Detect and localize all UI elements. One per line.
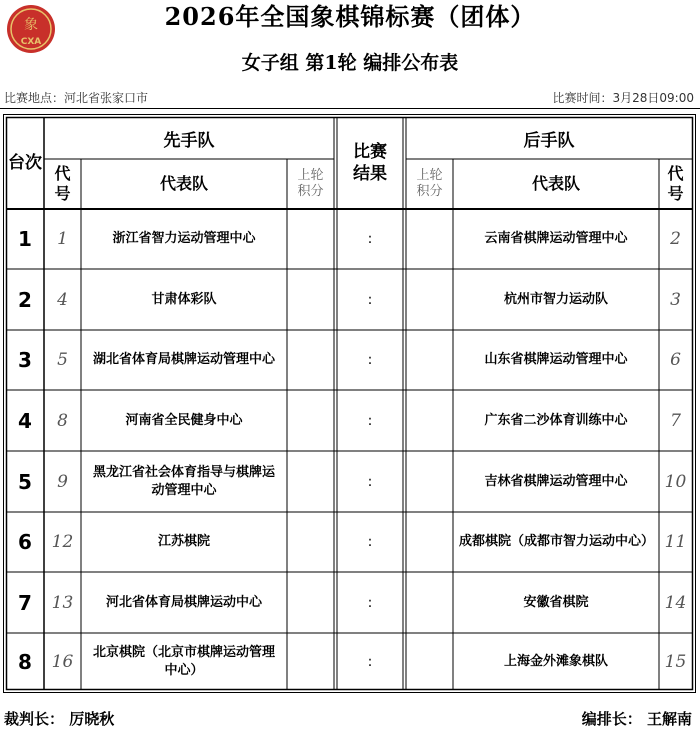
board-number: 2 xyxy=(18,287,32,312)
away-team: 广东省二沙体育训练中心 xyxy=(484,412,628,428)
away-team: 成都棋院（成都市智力运动中心） xyxy=(459,534,655,549)
home-code: 1 xyxy=(57,229,68,249)
away-code: 3 xyxy=(670,289,681,310)
board-number: 6 xyxy=(18,530,32,554)
home-team: 甘肃体彩队 xyxy=(151,291,217,307)
result-header: 比赛结果 xyxy=(353,142,387,184)
home-team: 河北省体育局棋牌运动中心 xyxy=(105,594,262,610)
home-team: 北京棋院（北京市棋牌运动管理中心） xyxy=(92,644,275,678)
home-team-header: 先手队 xyxy=(163,130,215,151)
logo-text: CXA xyxy=(20,37,42,47)
home-team: 江苏棋院 xyxy=(157,534,210,549)
home-team: 湖北省体育局棋牌运动管理中心 xyxy=(92,352,275,367)
svg-text:象: 象 xyxy=(24,17,38,33)
match-result: : xyxy=(367,412,373,429)
home-team: 河南省全民健身中心 xyxy=(125,412,243,428)
home-score-header: 上轮积分 xyxy=(297,168,324,199)
away-team-col-header: 代表队 xyxy=(531,174,580,193)
time-text: 比赛时间：3月28日09:00 xyxy=(552,91,694,105)
away-code: 2 xyxy=(670,229,681,249)
board-number: 4 xyxy=(18,408,32,433)
home-team-col-header: 代表队 xyxy=(159,174,208,193)
home-team: 黑龙江省社会体育指导与棋牌运动管理中心 xyxy=(92,464,275,498)
match-result: : xyxy=(367,352,373,368)
match-result: : xyxy=(367,231,373,247)
away-team: 吉林省棋牌运动管理中心 xyxy=(484,473,628,489)
match-result: : xyxy=(367,291,373,308)
away-team: 杭州市智力运动队 xyxy=(503,291,608,307)
home-code-header: 代号 xyxy=(54,164,71,203)
away-code: 10 xyxy=(664,471,687,492)
away-code: 15 xyxy=(664,651,687,672)
board-number: 5 xyxy=(18,469,32,494)
away-team: 安徽省棋院 xyxy=(523,594,589,610)
board-number: 1 xyxy=(18,227,32,251)
match-result: : xyxy=(367,653,373,670)
referee-text: 裁判长： 厉晓秋 xyxy=(4,710,115,728)
away-code-header: 代号 xyxy=(667,164,684,203)
away-score-header: 上轮积分 xyxy=(416,168,443,199)
board-number: 8 xyxy=(18,649,32,674)
board-header: 台次 xyxy=(8,153,42,173)
venue-text: 比赛地点：河北省张家口市 xyxy=(4,91,149,105)
away-code: 6 xyxy=(670,350,681,370)
match-result: : xyxy=(367,534,373,550)
away-team: 云南省棋牌运动管理中心 xyxy=(484,231,628,246)
match-result: : xyxy=(367,594,373,611)
home-code: 8 xyxy=(57,410,68,431)
away-team: 上海金外滩象棋队 xyxy=(503,653,608,669)
page-subtitle: 女子组 第1轮 编排公布表 xyxy=(241,52,459,74)
page-title: 2026年全国象棋锦标赛（团体） xyxy=(164,2,536,31)
home-code: 9 xyxy=(57,471,68,492)
home-code: 12 xyxy=(51,532,74,552)
home-code: 4 xyxy=(57,289,68,310)
away-code: 7 xyxy=(670,410,681,431)
away-code: 11 xyxy=(664,532,687,552)
home-code: 5 xyxy=(57,350,68,370)
home-team: 浙江省智力运动管理中心 xyxy=(112,231,256,246)
board-number: 3 xyxy=(18,348,32,372)
arranger-text: 编排长： 王解南 xyxy=(581,710,692,728)
board-number: 7 xyxy=(18,590,32,615)
match-result: : xyxy=(367,473,373,490)
away-team: 山东省棋牌运动管理中心 xyxy=(484,352,628,367)
home-code: 13 xyxy=(51,592,74,613)
away-code: 14 xyxy=(664,592,687,613)
away-team-header: 后手队 xyxy=(523,130,575,151)
home-code: 16 xyxy=(51,651,74,672)
